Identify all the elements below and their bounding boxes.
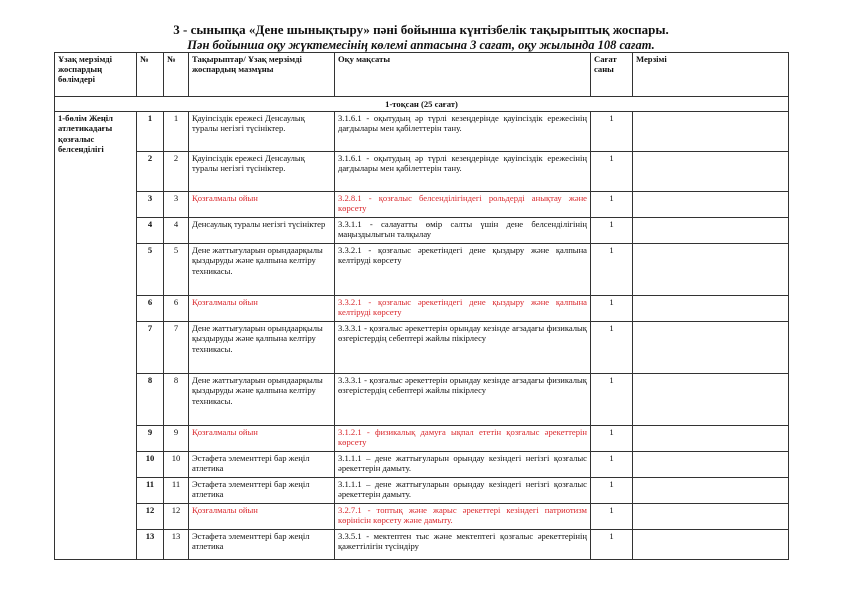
header-date: Мерзімі: [633, 53, 789, 97]
table-row: [55, 244, 789, 296]
topic-number: 7: [164, 322, 189, 374]
header-hours: Сағат саны: [591, 53, 633, 97]
lesson-number: 1: [137, 112, 164, 152]
header-section: Ұзақ мерзімді жоспардың бөлімдері: [55, 53, 137, 97]
page-subtitle: Пән бойынша оқу жүктемесінің көлемі аптасына 3 сағат, оқу жылында 108 сағат.: [187, 38, 655, 52]
lesson-number: 10: [137, 452, 164, 478]
table-row: [55, 478, 789, 504]
table-row: [55, 452, 789, 478]
topic-number: 4: [164, 218, 189, 244]
topic-number: 5: [164, 244, 189, 296]
date-cell: [633, 478, 789, 504]
lesson-number: 5: [137, 244, 164, 296]
section-label: 1-бөлім Жеңіл атлетикадағы қозғалыс белсенділігі: [55, 112, 137, 560]
topic-cell: Қозғалмалы ойын: [189, 504, 335, 530]
lesson-number: 2: [137, 152, 164, 192]
hours-cell: 1: [591, 152, 633, 192]
table-row: [55, 504, 789, 530]
term-row: [55, 97, 789, 112]
objective-cell: 3.1.2.1 - физикалық дамуға ықпал ететін қозғалыс әрекеттерін көрсету: [335, 426, 591, 452]
date-cell: [633, 296, 789, 322]
date-cell: [633, 152, 789, 192]
hours-cell: 1: [591, 218, 633, 244]
date-cell: [633, 426, 789, 452]
date-cell: [633, 530, 789, 560]
objective-cell: 3.3.3.1 - қозғалыс әрекеттерін орындау кезінде ағзадағы физикалық өзгерістердің себептері жайлы пікірлесу: [335, 374, 591, 426]
hours-cell: 1: [591, 322, 633, 374]
topic-cell: Эстафета элементтері бар жеңіл атлетика: [189, 452, 335, 478]
table-row: [55, 192, 789, 218]
date-cell: [633, 322, 789, 374]
hours-cell: 1: [591, 374, 633, 426]
table-row: [55, 530, 789, 560]
objective-cell: 3.1.1.1 – дене жаттығуларын орындау кезіндегі негізгі қозғалыс әрекеттерін дамыту.: [335, 478, 591, 504]
date-cell: [633, 504, 789, 530]
table-header-row: [55, 53, 789, 97]
hours-cell: 1: [591, 112, 633, 152]
objective-cell: 3.1.6.1 - оқытудың әр түрлі кезеңдерінде қауіпсіздік ережесінің дағдылары мен қабілеттерін тану.: [335, 152, 591, 192]
header-num1: №: [137, 53, 164, 97]
objective-cell: 3.3.1.1 - салауатты өмір салты үшін дене белсенділігінің маңыздылығын талқылау: [335, 218, 591, 244]
topic-number: 1: [164, 112, 189, 152]
hours-cell: 1: [591, 296, 633, 322]
topic-cell: Қозғалмалы ойын: [189, 296, 335, 322]
objective-cell: 3.3.3.1 - қозғалыс әрекеттерін орындау кезінде ағзадағы физикалық өзгерістердің себептері жайлы пікірлесу: [335, 322, 591, 374]
hours-cell: 1: [591, 504, 633, 530]
date-cell: [633, 374, 789, 426]
objective-cell: 3.2.8.1 - қозғалыс белсенділігіндегі рольдерді анықтау және көрсету: [335, 192, 591, 218]
topic-cell: Дене жаттығуларын орындаарқылы қыздыруды және қалпына келтіру техникасы.: [189, 374, 335, 426]
topic-cell: Денсаулық туралы негізгі түсініктер: [189, 218, 335, 244]
objective-cell: 3.1.6.1 - оқытудың әр түрлі кезеңдерінде қауіпсіздік ережесінің дағдылары мен қабілеттерін тану.: [335, 112, 591, 152]
header-topic: Тақырыптар/ Ұзақ мерзімді жоспардың мазмұны: [189, 53, 335, 97]
plan-table: [54, 52, 789, 560]
term-label: 1-тоқсан (25 сағат): [55, 97, 789, 112]
topic-number: 3: [164, 192, 189, 218]
lesson-number: 7: [137, 322, 164, 374]
lesson-number: 8: [137, 374, 164, 426]
objective-cell: 3.1.1.1 – дене жаттығуларын орындау кезіндегі негізгі қозғалыс әрекеттерін дамыту.: [335, 452, 591, 478]
table-row: [55, 426, 789, 452]
date-cell: [633, 192, 789, 218]
date-cell: [633, 244, 789, 296]
lesson-number: 6: [137, 296, 164, 322]
table-row: [55, 112, 789, 152]
table-row: [55, 374, 789, 426]
hours-cell: 1: [591, 478, 633, 504]
hours-cell: 1: [591, 426, 633, 452]
date-cell: [633, 112, 789, 152]
objective-cell: 3.2.7.1 - топтық және жарыс әрекеттері кезіндегі патриотизм көрінісін көрсету және дамыту.: [335, 504, 591, 530]
header-num2: №: [164, 53, 189, 97]
lesson-number: 3: [137, 192, 164, 218]
topic-cell: Қауіпсіздік ережесі Денсаулық туралы негізгі түсініктер.: [189, 152, 335, 192]
topic-cell: Қозғалмалы ойын: [189, 192, 335, 218]
objective-cell: 3.3.5.1 - мектептен тыс және мектептегі қозғалыс әрекеттерінің қажеттілігін түсіндіру: [335, 530, 591, 560]
topic-cell: Қауіпсіздік ережесі Денсаулық туралы негізгі түсініктер.: [189, 112, 335, 152]
objective-cell: 3.3.2.1 - қозғалыс әрекетіндегі дене қыздыру және қалпына келтіруді көрсету: [335, 244, 591, 296]
lesson-number: 13: [137, 530, 164, 560]
lesson-number: 4: [137, 218, 164, 244]
table-row: [55, 152, 789, 192]
topic-cell: Дене жаттығуларын орындаарқылы қыздыруды және қалпына келтіру техникасы.: [189, 244, 335, 296]
topic-cell: Эстафета элементтері бар жеңіл атлетика: [189, 478, 335, 504]
table-row: [55, 218, 789, 244]
topic-number: 13: [164, 530, 189, 560]
hours-cell: 1: [591, 244, 633, 296]
topic-number: 10: [164, 452, 189, 478]
table-row: [55, 296, 789, 322]
topic-number: 12: [164, 504, 189, 530]
topic-cell: Қозғалмалы ойын: [189, 426, 335, 452]
lesson-number: 12: [137, 504, 164, 530]
table-row: [55, 322, 789, 374]
topic-number: 2: [164, 152, 189, 192]
hours-cell: 1: [591, 530, 633, 560]
topic-number: 11: [164, 478, 189, 504]
page-title: 3 - сыныпқа «Дене шынықтыру» пәні бойынша күнтізбелік тақырыптық жоспары.: [173, 22, 669, 37]
topic-number: 9: [164, 426, 189, 452]
hours-cell: 1: [591, 192, 633, 218]
objective-cell: 3.3.2.1 - қозғалыс әрекетіндегі дене қыздыру және қалпына келтіруді көрсету: [335, 296, 591, 322]
topic-number: 8: [164, 374, 189, 426]
topic-cell: Дене жаттығуларын орындаарқылы қыздыруды және қалпына келтіру техникасы.: [189, 322, 335, 374]
topic-number: 6: [164, 296, 189, 322]
lesson-number: 9: [137, 426, 164, 452]
topic-cell: Эстафета элементтері бар жеңіл атлетика: [189, 530, 335, 560]
date-cell: [633, 218, 789, 244]
lesson-number: 11: [137, 478, 164, 504]
date-cell: [633, 452, 789, 478]
hours-cell: 1: [591, 452, 633, 478]
header-objective: Оқу мақсаты: [335, 53, 591, 97]
